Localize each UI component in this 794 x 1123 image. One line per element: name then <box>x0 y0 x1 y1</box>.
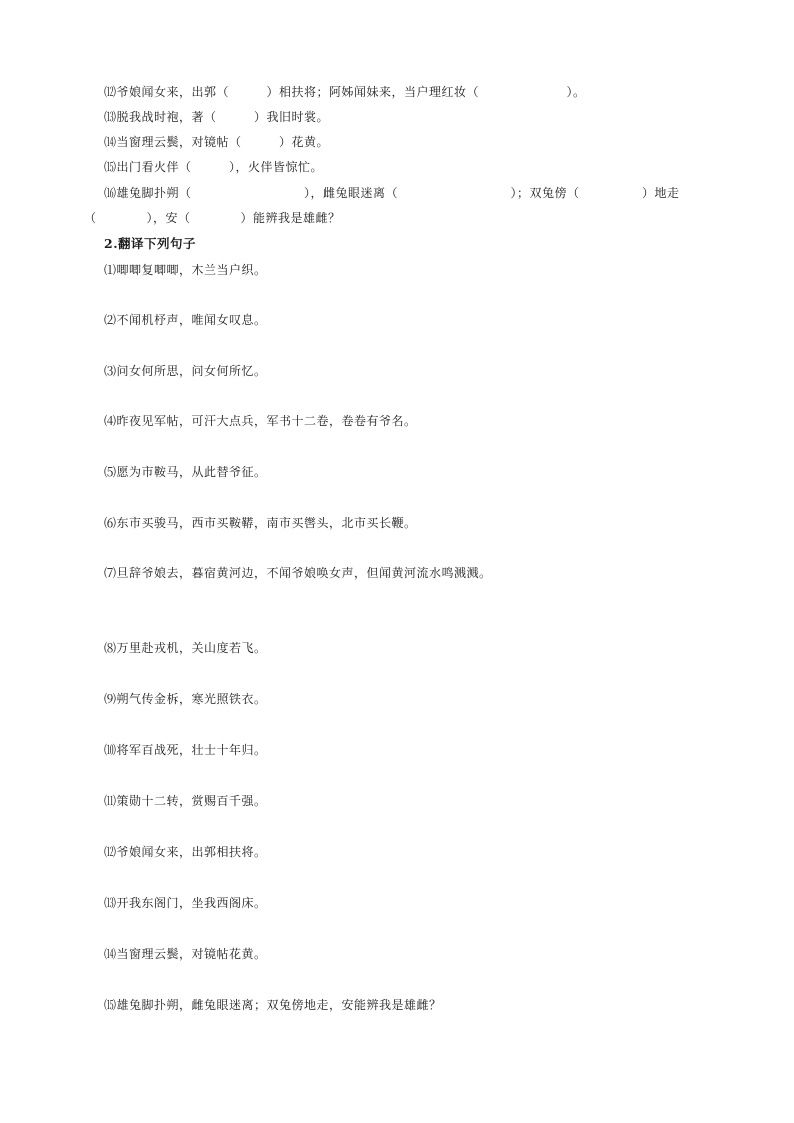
translation-item-4: ⑷昨夜见军帖，可汗大点兵，军书十二卷，卷卷有爷名。 <box>104 414 417 428</box>
fill-blank-item-16: ⒃雄兔脚扑朔（ ），雌兔眼迷离（ ）；双兔傍（ ）地走 <box>104 186 680 200</box>
translation-item-8: ⑻万里赴戎机，关山度若飞。 <box>104 641 267 655</box>
fill-blank-item-13: ⒀脱我战时袍，著（ ）我旧时裳。 <box>104 110 330 124</box>
translation-item-5: ⑸愿为市鞍马，从此替爷征。 <box>104 465 267 479</box>
translation-item-11: ⑾策勋十二转，赏赐百千强。 <box>104 794 267 808</box>
section-title-translation: 2.翻译下列句子 <box>104 236 197 251</box>
fill-blank-item-14: ⒁当窗理云鬓，对镜帖（ ）花黄。 <box>104 135 330 149</box>
translation-item-6: ⑹东市买骏马，西市买鞍鞯，南市买辔头，北市买长鞭。 <box>104 516 417 530</box>
translation-item-7: ⑺旦辞爷娘去，暮宿黄河边，不闻爷娘唤女声，但闻黄河流水鸣溅溅。 <box>104 566 492 580</box>
translation-item-3: ⑶问女何所思，问女何所忆。 <box>104 364 267 378</box>
translation-item-9: ⑼朔气传金柝，寒光照铁衣。 <box>104 692 267 706</box>
translation-item-1: ⑴唧唧复唧唧，木兰当户织。 <box>104 263 267 277</box>
translation-item-14: ⒁当窗理云鬓，对镜帖花黄。 <box>104 947 267 961</box>
translation-item-15: ⒂雄兔脚扑朔，雌兔眼迷离；双兔傍地走，安能辨我是雄雌？ <box>104 998 442 1012</box>
translation-item-12: ⑿爷娘闻女来，出郭相扶将。 <box>104 845 267 859</box>
translation-item-10: ⑽将军百战死，壮士十年归。 <box>104 743 267 757</box>
translation-item-13: ⒀开我东阁门，坐我西阁床。 <box>104 896 267 910</box>
fill-blank-item-12: ⑿爷娘闻女来，出郭（ ）相扶将；阿姊闻妹来，当户理红妆（ ）。 <box>104 85 586 99</box>
translation-item-2: ⑵不闻机杼声，唯闻女叹息。 <box>104 313 267 327</box>
fill-blank-item-15: ⒂出门看火伴（ ），火伴皆惊忙。 <box>104 160 324 174</box>
fill-blank-item-16-continued: （ ），安（ ）能辨我是雄雌？ <box>84 211 341 225</box>
